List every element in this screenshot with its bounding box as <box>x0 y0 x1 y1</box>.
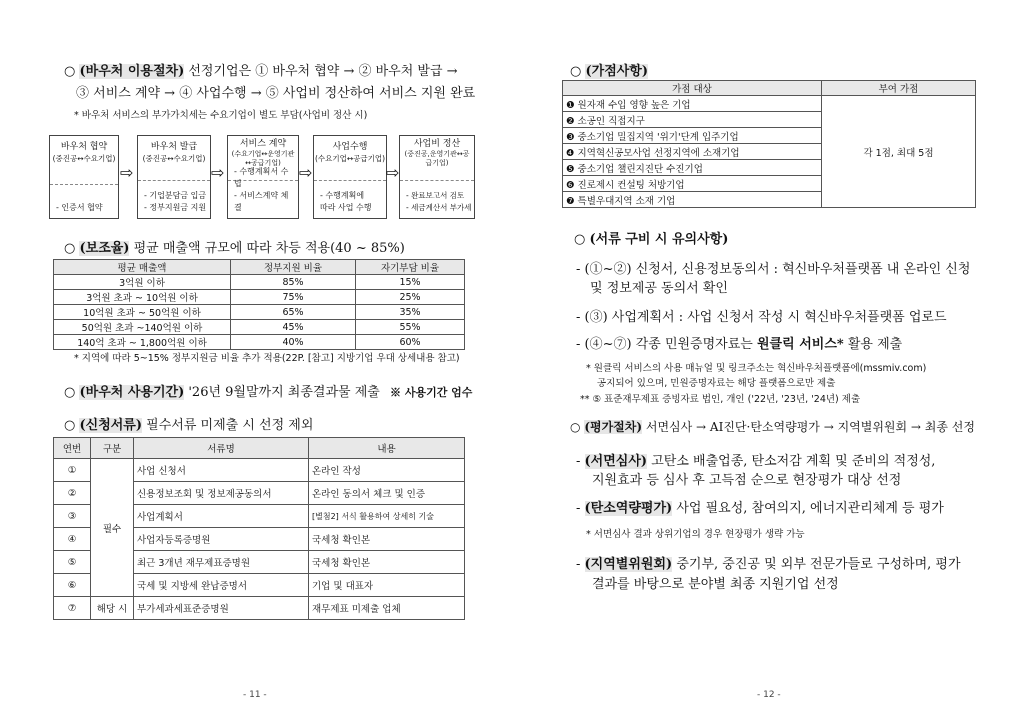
cell: 사업 신청서 <box>134 459 309 482</box>
flow-step-desc: - 세금계산서 부가세 <box>406 203 472 212</box>
one-click-note: * 원클릭 서비스의 사용 매뉴얼 및 링크주소는 혁신바우처플랫폼에(mssmiv.com) <box>586 363 927 374</box>
flow-step-title: 바우처 협약 <box>60 142 108 152</box>
table-row <box>54 275 465 290</box>
cell: 15% <box>356 275 465 290</box>
section-voucher-process-line2: ③ 서비스 계약 → ④ 사업수행 → ⑤ 사업비 정산하여 서비스 지원 완료 <box>76 86 476 101</box>
bonus-score: 각 1점, 최대 5점 <box>822 96 976 208</box>
eval-carbon: - (탄소역량평가) 사업 필요성, 참여의지, 에너지관리체계 등 평가 <box>576 501 944 516</box>
arrow-right-icon: ⇨ <box>120 163 134 182</box>
col-header: 정부지원 비율 <box>231 260 356 275</box>
section-key: (신청서류) <box>79 418 143 433</box>
eval-key: (서면심사) <box>584 454 648 469</box>
cell: 사업자등록증명원 <box>134 528 309 551</box>
section-voucher-process: ○ (바우처 이용절차) 선정기업은 ① 바우처 협약 → ② 바우처 발급 → <box>64 64 458 79</box>
arrow-right-icon: ⇨ <box>211 163 225 182</box>
flow-step-desc: - 기업분담금 입금 <box>144 191 207 200</box>
table-row <box>54 305 465 320</box>
flow-step-desc: 따라 사업 수행 <box>320 203 372 212</box>
section-bonus-points: ○ (가점사항) <box>570 64 649 79</box>
vat-note: * 바우처 서비스의 부가가치세는 수요기업이 별도 부담(사업비 정산 시) <box>74 110 368 121</box>
cell: ② <box>54 482 91 505</box>
section-document-notes: ○ (서류 구비 시 유의사항) <box>574 232 729 247</box>
strict-note: ※ 사용기간 엄수 <box>389 386 473 399</box>
eval-carbon-note: * 서면심사 결과 상위기업의 경우 현장평가 생략 가능 <box>586 529 805 540</box>
table-row <box>563 96 976 112</box>
cell: 사업계획서 <box>134 505 309 528</box>
flow-step-2 <box>137 135 211 219</box>
cell: 35% <box>356 305 465 320</box>
table-row <box>54 320 465 335</box>
note-item-3: - (④~⑦) 각종 민원증명자료는 원클릭 서비스* 활용 제출 <box>576 337 903 352</box>
eval-committee-cont: 결과를 바탕으로 분야별 최종 지원기업 선정 <box>592 577 839 592</box>
cell: 75% <box>231 290 356 305</box>
cell: ⑦ <box>54 597 91 620</box>
flow-step-title: 사업수행 <box>332 142 368 152</box>
flow-step-4 <box>313 135 387 219</box>
col-header: 부여 가점 <box>822 81 976 96</box>
cell: 40% <box>231 335 356 350</box>
col-header: 평균 매출액 <box>54 260 231 275</box>
section-evaluation: ○ (평가절차) 서면심사 → AI진단·탄소역량평가 → 지역별위원회 → 최종 선정 <box>570 420 975 434</box>
bonus-item: ❶ 원자재 수입 영향 높은 기업 <box>563 96 822 112</box>
col-header: 연번 <box>54 438 91 459</box>
flow-step-title: 사업비 정산 <box>413 139 461 149</box>
cell: 기업 및 대표자 <box>309 574 465 597</box>
cell: 60% <box>356 335 465 350</box>
note-item-1-cont: 및 정보제공 동의서 확인 <box>590 281 728 296</box>
col-header: 내용 <box>309 438 465 459</box>
flow-step-parties: (수요기업↔운영기관↔공급기업) <box>231 150 295 167</box>
flow-step-parties: (중진공,운영기관↔공급기업) <box>404 150 470 167</box>
cell: 국세 및 지방세 완납증명서 <box>134 574 309 597</box>
flow-step-desc: - 수행계획에 <box>320 191 365 200</box>
table-row <box>54 459 465 482</box>
cell: [별첨2] 서식 활용하여 상세히 기술 <box>309 505 465 528</box>
section-key: (가점사항) <box>585 64 649 79</box>
table-row <box>54 335 465 350</box>
flow-step-title: 서비스 계약 <box>239 139 287 149</box>
bonus-item: ❷ 소공인 직접지구 <box>563 112 822 128</box>
one-click-note-cont: 공지되어 있으며, 민원증명자료는 해당 플랫폼으로만 제출 <box>597 378 836 389</box>
cell: 85% <box>231 275 356 290</box>
cell: ④ <box>54 528 91 551</box>
cell: 재무제표 미제출 업체 <box>309 597 465 620</box>
cell: 65% <box>231 305 356 320</box>
cell: 10억원 초과 ~ 50억원 이하 <box>54 305 231 320</box>
col-header: 구분 <box>91 438 134 459</box>
cell: 55% <box>356 320 465 335</box>
bonus-item: ❺ 중소기업 챌린지진단 수진기업 <box>563 160 822 176</box>
cell: 140억 초과 ~ 1,800억원 이하 <box>54 335 231 350</box>
cell: ⑥ <box>54 574 91 597</box>
page-number: - 11 - <box>243 690 267 700</box>
eval-key: (탄소역량평가) <box>584 501 673 516</box>
section-subsidy-rate: ○ (보조율) 평균 매출액 규모에 따라 차등 적용(40 ~ 85%) <box>64 241 405 256</box>
cell: 온라인 동의서 체크 및 인증 <box>309 482 465 505</box>
cell: ③ <box>54 505 91 528</box>
bonus-item: ❹ 지역혁신공모사업 선정지역에 소재기업 <box>563 144 822 160</box>
group-required: 필수 <box>91 459 134 597</box>
flow-step-desc: - 수행계획서 수립 <box>234 167 289 188</box>
eval-committee: - (지역별위원회) 중기부, 중진공 및 외부 전문가들로 구성하며, 평가 <box>576 557 961 572</box>
flow-step-desc: - 서비스계약 체결 <box>234 191 289 212</box>
flow-step-5 <box>399 135 475 219</box>
table-row <box>54 597 465 620</box>
bonus-item: ❼ 특별우대지역 소재 기업 <box>563 192 822 208</box>
flow-step-parties: (중진공↔수요기업) <box>142 154 206 163</box>
cell: 3억원 초과 ~ 10억원 이하 <box>54 290 231 305</box>
eval-document-review: - (서면심사) 고탄소 배출업종, 탄소저감 계획 및 준비의 적정성, <box>576 454 936 469</box>
cell: 3억원 이하 <box>54 275 231 290</box>
arrow-right-icon: ⇨ <box>386 163 400 182</box>
cell: 부가세과세표준증명원 <box>134 597 309 620</box>
bonus-item: ❸ 중소기업 밀집지역 '위기'단계 입주기업 <box>563 128 822 144</box>
section-documents: ○ (신청서류) 필수서류 미제출 시 선정 제외 <box>64 418 314 433</box>
flow-step-desc: - 완료보고서 검토 <box>406 191 465 200</box>
bonus-item: ❻ 진로제시 컨설팅 처방기업 <box>563 176 822 192</box>
flow-step-3 <box>227 135 299 219</box>
col-header: 서류명 <box>134 438 309 459</box>
cell: 신용정보조회 및 정보제공동의서 <box>134 482 309 505</box>
region-note: * 지역에 따라 5~15% 정부지원금 비율 추가 적용(22P. [참고] 지방기업 우대 상세내용 참고) <box>74 353 460 364</box>
table-row <box>54 290 465 305</box>
note-item-1: - (①~②) 신청서, 신용정보동의서 : 혁신바우처플랫폼 내 온라인 신청 <box>576 262 971 277</box>
flow-step-title: 바우처 발급 <box>150 142 198 152</box>
cell: 25% <box>356 290 465 305</box>
section-key: (바우처 사용기간) <box>79 385 185 400</box>
page-number: - 12 - <box>757 690 781 700</box>
flow-step-1 <box>49 135 119 219</box>
flow-step-desc: - 정부지원금 지원 <box>144 203 207 212</box>
eval-key: (지역별위원회) <box>584 557 673 572</box>
col-header: 자기부담 비율 <box>356 260 465 275</box>
section-key: (바우처 이용절차) <box>79 64 185 79</box>
cell: ① <box>54 459 91 482</box>
bonus-table <box>562 80 976 208</box>
section-key: (서류 구비 시 유의사항) <box>589 232 729 247</box>
section-key: (평가절차) <box>584 420 643 434</box>
cell: 50억원 초과 ~140억원 이하 <box>54 320 231 335</box>
flow-step-parties: (중진공↔수요기업) <box>52 154 116 163</box>
group-optional: 해당 시 <box>91 597 134 620</box>
col-header: 가점 대상 <box>563 81 822 96</box>
cell: 최근 3개년 재무제표증명원 <box>134 551 309 574</box>
financial-note: ** ⑤ 표준재무제표 증빙자료 법인, 개인 ('22년, '23년, '24년) 제출 <box>580 394 861 405</box>
flow-step-parties: (수요기업↔공급기업) <box>314 154 386 163</box>
cell: 국세청 확인본 <box>309 528 465 551</box>
one-click-service: 원클릭 서비스* <box>757 337 844 352</box>
section-key: (보조율) <box>79 241 130 256</box>
section-usage-period: ○ (바우처 사용기간) '26년 9월말까지 최종결과물 제출 ※ 사용기간 엄수 <box>64 385 473 400</box>
arrow-right-icon: ⇨ <box>299 163 313 182</box>
documents-table <box>53 437 465 620</box>
subsidy-table <box>53 259 465 350</box>
flow-step-desc: - 인증서 협약 <box>56 203 103 212</box>
cell: ⑤ <box>54 551 91 574</box>
note-item-2: - (③) 사업계획서 : 사업 신청서 작성 시 혁신바우처플랫폼 업로드 <box>576 310 947 325</box>
cell: 국세청 확인본 <box>309 551 465 574</box>
cell: 온라인 작성 <box>309 459 465 482</box>
eval-document-review-cont: 지원효과 등 심사 후 고득점 순으로 현장평가 대상 선정 <box>592 473 902 488</box>
cell: 45% <box>231 320 356 335</box>
